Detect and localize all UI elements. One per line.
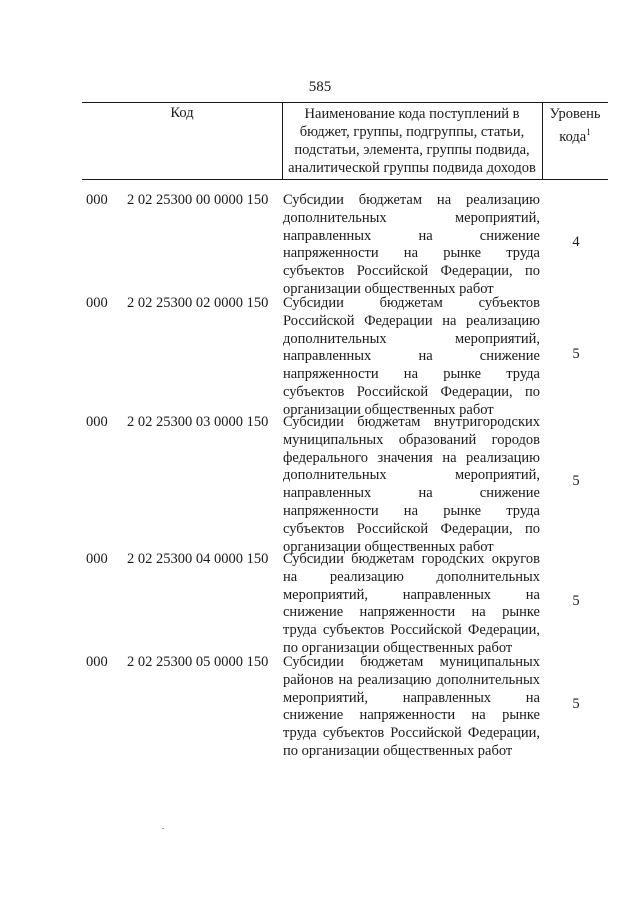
header-name-line: Наименование кода поступлений в	[304, 106, 520, 122]
header-level-line2: кода$^1$	[559, 127, 591, 145]
description-line: направленных на снижение	[283, 485, 540, 502]
admin-code: 000	[86, 414, 108, 430]
header-code: Код	[170, 105, 194, 121]
description-line: субъектов Российской Федерации, по	[283, 383, 540, 400]
revenue-description	[283, 192, 540, 299]
revenue-description	[283, 295, 540, 420]
revenue-description	[283, 414, 540, 556]
description-line: напряженности на рынке труда	[283, 366, 540, 383]
description-line: Субсидии бюджетам городских округов	[283, 551, 540, 567]
admin-code: 000	[86, 551, 108, 567]
revenue-code: 2 02 25300 02 0000 150	[127, 295, 269, 311]
description-line: труда субъектов Российской Федерации,	[283, 725, 540, 742]
description-line: субъектов Российской Федерации, по	[283, 263, 540, 280]
description-line: направленных на снижение	[283, 348, 540, 365]
header-level	[542, 105, 608, 146]
description-line: по организации общественных работ	[283, 639, 513, 656]
description-line: Российской Федерации на реализацию	[283, 312, 540, 329]
description-line: по организации общественных работ	[283, 742, 513, 759]
code-level: 4	[572, 234, 580, 250]
description-line: Субсидии бюджетам на реализацию	[283, 192, 540, 208]
admin-code: 000	[86, 654, 108, 670]
code-level: 5	[572, 473, 580, 489]
description-line: мероприятий, направленных на	[283, 689, 540, 706]
code-level: 5	[572, 346, 580, 362]
revenue-code: 2 02 25300 04 0000 150	[127, 551, 269, 567]
description-line: направленных на снижение	[283, 227, 540, 244]
code-level: 5	[572, 696, 580, 712]
revenue-code: 2 02 25300 00 0000 150	[127, 192, 269, 208]
page-number: 585	[308, 79, 332, 95]
description-line: организации общественных работ	[283, 401, 494, 418]
admin-code: 000	[86, 192, 108, 208]
header-name	[282, 105, 542, 177]
description-line: напряженности на рынке труда	[283, 245, 540, 262]
description-line: снижение напряженности на рынке	[283, 707, 540, 724]
header-level-line1: Уровень	[549, 106, 601, 122]
description-line: муниципальных образований городов	[283, 431, 540, 448]
header-name-line: аналитической группы подвида доходов	[288, 160, 536, 176]
revenue-description	[283, 654, 540, 761]
header-name-line: бюджет, группы, подгруппы, статьи,	[299, 124, 525, 140]
footnote-marker: 1	[586, 127, 591, 137]
revenue-description	[283, 551, 540, 658]
description-line: Субсидии бюджетам внутригородских	[283, 414, 540, 430]
description-line: федерального значения на реализацию	[283, 449, 540, 466]
description-line: субъектов Российской Федерации, по	[283, 520, 540, 537]
description-line: на реализацию дополнительных	[283, 568, 540, 585]
description-line: мероприятий, направленных на	[283, 586, 540, 603]
description-line: организации общественных работ	[283, 280, 494, 297]
revenue-code: 2 02 25300 03 0000 150	[127, 414, 269, 430]
admin-code: 000	[86, 295, 108, 311]
code-level: 5	[572, 593, 580, 609]
description-line: дополнительных мероприятий,	[283, 467, 540, 484]
description-line: дополнительных мероприятий,	[283, 330, 540, 347]
description-line: Субсидии бюджетам муниципальных	[283, 654, 540, 670]
table-header	[82, 102, 608, 180]
description-line: Субсидии бюджетам субъектов	[283, 295, 540, 311]
header-name-line: подстатьи, элемента, группы подвида,	[294, 142, 530, 158]
description-line: дополнительных мероприятий,	[283, 209, 540, 226]
revenue-code: 2 02 25300 05 0000 150	[127, 654, 269, 670]
description-line: напряженности на рынке труда	[283, 502, 540, 519]
description-line: труда субъектов Российской Федерации,	[283, 622, 540, 639]
scan-speck	[162, 828, 164, 829]
description-line: организации общественных работ	[283, 538, 494, 555]
description-line: снижение напряженности на рынке	[283, 604, 540, 621]
description-line: районов на реализацию дополнительных	[283, 671, 540, 688]
